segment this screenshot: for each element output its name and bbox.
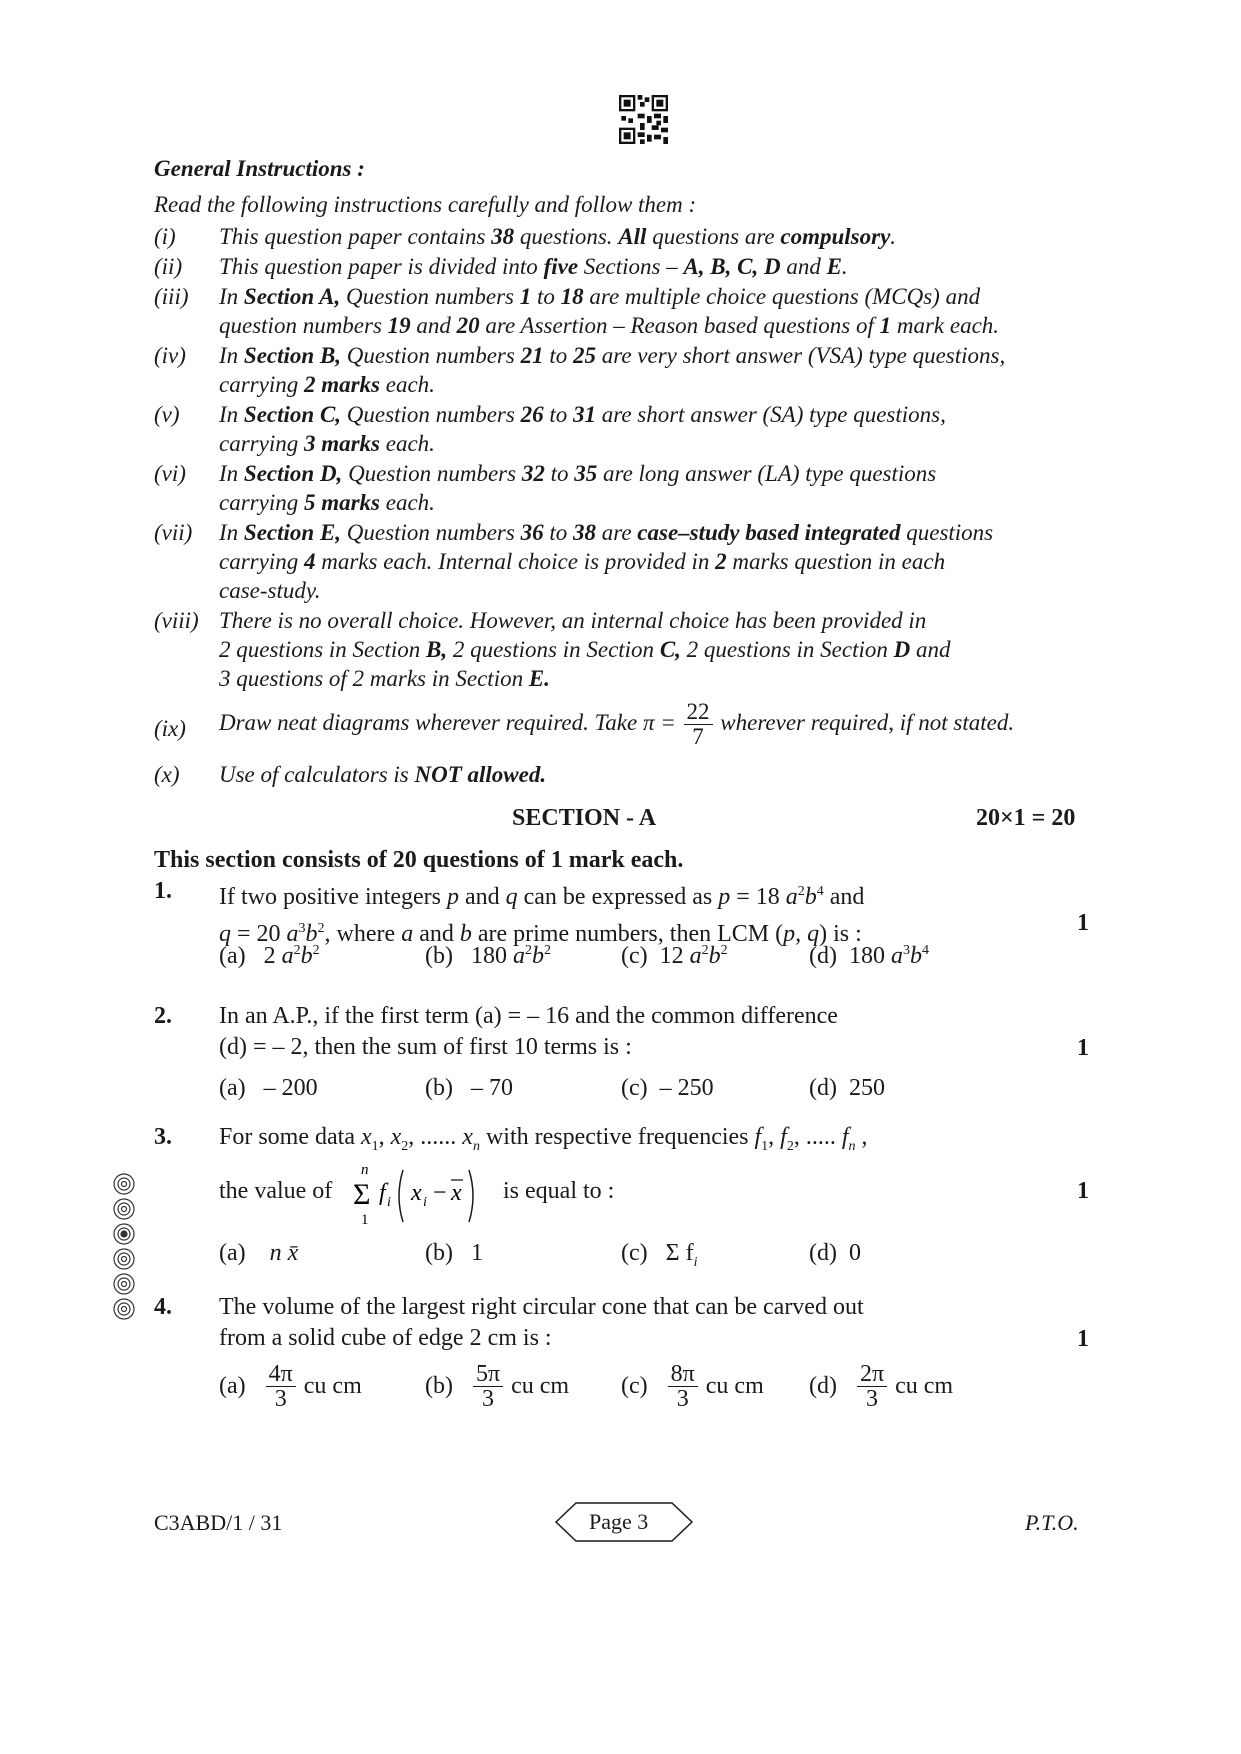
summation-expression <box>351 1160 491 1228</box>
instruction-text: In Section C, Question numbers 26 to 31 are short answer (SA) type questions, <box>219 402 946 427</box>
instruction-number: (ii) <box>154 254 183 279</box>
svg-text:x: x <box>451 1180 462 1206</box>
option-c: (c) – 250 <box>621 1075 714 1101</box>
instruction-item <box>154 760 1094 790</box>
instruction-number: (vii) <box>154 520 193 545</box>
svg-text:1: 1 <box>361 1212 369 1228</box>
option-c: (c) $\frac{8\pi}{3}$ cu cm <box>621 1361 764 1412</box>
option-a: (a) 2 $a^2b^2$ <box>219 943 320 969</box>
instruction-text: carrying 3 marks each. <box>219 431 435 456</box>
instruction-text: 3 questions of 2 marks in Section E. <box>219 666 550 691</box>
page-number: Page 3 <box>589 1509 649 1534</box>
option-d: (d) 250 <box>809 1075 885 1101</box>
instruction-text: This question paper is divided into five Sections – A, B, C, D and E. <box>219 254 848 279</box>
question-text: The volume of the largest right circular cone that can be carved out from a solid cube of edge 2 cm is : <box>219 1294 864 1351</box>
instruction-number: (iv) <box>154 343 186 368</box>
instruction-text: There is no overall choice. However, an internal choice has been provided in <box>219 608 927 633</box>
svg-text:−: − <box>433 1180 447 1206</box>
instruction-text: Draw neat diagrams wherever required. Take π = $\frac{22}{7}$ wherever required, if not stated. <box>219 699 1015 749</box>
instruction-item <box>154 700 1094 754</box>
instruction-number: (x) <box>154 762 180 787</box>
question-text: For some data $x_1$, $x_2$, ...... $x_n$ with respective frequencies $f_1$, $f_2$, ..... $f_n$ , <box>219 1124 868 1154</box>
section-marks: 20×1 = 20 <box>976 805 1076 831</box>
option-c: (c) Σ $f_i$ <box>621 1240 698 1270</box>
question-marks: 1 <box>1077 1035 1089 1061</box>
instruction-text: carrying 2 marks each. <box>219 372 435 397</box>
section-title: SECTION - A <box>512 805 657 831</box>
option-b: (b) 180 $a^2b^2$ <box>425 943 551 969</box>
instruction-number: (viii) <box>154 608 199 633</box>
question-number: 4. <box>154 1294 172 1320</box>
option-a: (a) – 200 <box>219 1075 318 1101</box>
please-turn-over: P.T.O. <box>1025 1510 1079 1535</box>
option-d: (d) 0 <box>809 1240 861 1266</box>
instruction-text: This question paper contains 38 questions. All questions are compulsory. <box>219 224 897 249</box>
instruction-text: carrying 4 marks each. Internal choice is provided in 2 marks question in each <box>219 549 946 574</box>
option-b: (b) $\frac{5\pi}{3}$ cu cm <box>425 1361 570 1412</box>
instruction-text: 2 questions in Section B, 2 questions in Section C, 2 questions in Section D and <box>219 637 951 662</box>
instruction-number: (v) <box>154 402 180 427</box>
option-b: (b) 1 <box>425 1240 483 1266</box>
instruction-text: case-study. <box>219 578 321 603</box>
option-b: (b) – 70 <box>425 1075 513 1101</box>
pi-fraction: $\frac{22}{7}$ <box>684 700 713 749</box>
section-description: This section consists of 20 questions of 1 mark each. <box>154 847 684 873</box>
instruction-text: In Section A, Question numbers 1 to 18 are multiple choice questions (MCQs) and <box>219 284 981 309</box>
option-d: (d) 180 $a^3b^4$ <box>809 943 929 969</box>
instruction-item <box>154 282 1094 342</box>
question-text: If two positive integers p and q can be expressed as p = 18 $a^2b^4$ and q = 20 $a^3b^2$, where a and b are prime numbers, then LCM (p, q) is : <box>219 884 865 947</box>
question-marks: 1 <box>1077 1178 1089 1204</box>
question-number: 2. <box>154 1003 172 1029</box>
option-a: (a) n x̄ <box>219 1240 299 1266</box>
instruction-number: (i) <box>154 224 176 249</box>
instruction-item <box>154 252 1094 282</box>
instruction-number: (ix) <box>154 716 186 741</box>
instruction-text: Use of calculators is NOT allowed. <box>219 762 547 787</box>
question-marks: 1 <box>1077 910 1089 936</box>
instruction-text: In Section E, Question numbers 36 to 38 are case–study based integrated questions <box>219 520 994 545</box>
instruction-text: In Section B, Question numbers 21 to 25 are very short answer (VSA) type questions, <box>219 343 1006 368</box>
svg-text:n: n <box>361 1162 369 1178</box>
instructions-title: General Instructions : <box>154 156 365 181</box>
svg-text:i: i <box>423 1195 427 1210</box>
question-text: In an A.P., if the first term (a) = – 16 and the common difference (d) = – 2, then the sum of first 10 terms is : <box>219 1003 838 1060</box>
svg-text:f: f <box>379 1180 386 1206</box>
option-a: (a) $\frac{4\pi}{3}$ cu cm <box>219 1361 362 1412</box>
question-number: 3. <box>154 1124 172 1150</box>
instruction-item <box>154 459 1094 519</box>
option-c: (c) 12 $a^2b^2$ <box>621 943 728 969</box>
paper-code: C3ABD/1 / 31 <box>154 1510 283 1535</box>
instruction-item <box>154 400 1094 460</box>
instruction-number: (iii) <box>154 284 189 309</box>
instruction-item <box>154 341 1094 401</box>
margin-spiral-marks <box>112 1172 136 1322</box>
instruction-item <box>154 518 1094 608</box>
instruction-item <box>154 222 1094 252</box>
question-marks: 1 <box>1077 1326 1089 1352</box>
instruction-text: In Section D, Question numbers 32 to 35 are long answer (LA) type questions <box>219 461 937 486</box>
svg-text:Σ: Σ <box>353 1178 371 1211</box>
instruction-text: carrying 5 marks each. <box>219 490 435 515</box>
instruction-item <box>154 606 1094 696</box>
svg-text:i: i <box>387 1195 391 1210</box>
instruction-text: question numbers 19 and 20 are Assertion – Reason based questions of 1 mark each. <box>219 313 1000 338</box>
instructions-intro: Read the following instructions carefully and follow them : <box>154 192 697 217</box>
svg-text:x: x <box>411 1180 422 1206</box>
qr-code <box>619 95 668 144</box>
instruction-number: (vi) <box>154 461 186 486</box>
question-number: 1. <box>154 878 172 904</box>
option-d: (d) $\frac{2\pi}{3}$ cu cm <box>809 1361 954 1412</box>
